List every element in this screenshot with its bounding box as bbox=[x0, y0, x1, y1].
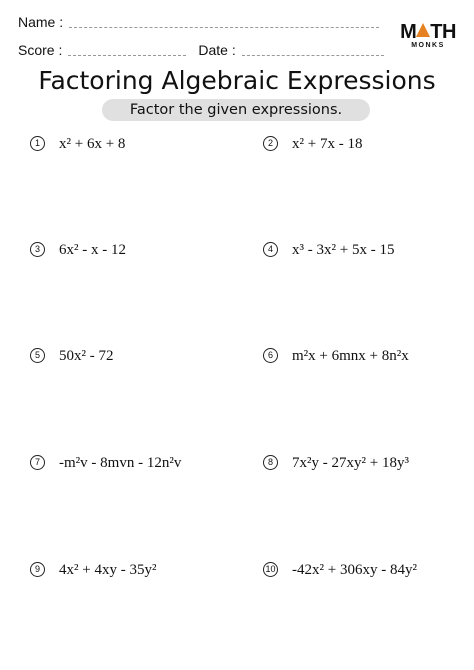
problem-10 bbox=[263, 562, 417, 579]
problem-expression: 4x² + 4xy - 35y² bbox=[59, 562, 157, 578]
problem-expression: x² + 7x - 18 bbox=[292, 136, 363, 152]
problem-number: 8 bbox=[263, 455, 278, 470]
problem-6 bbox=[263, 348, 409, 365]
name-label: Name : bbox=[18, 14, 64, 30]
problem-3 bbox=[30, 242, 126, 259]
logo-text-m: M bbox=[400, 21, 417, 43]
problem-expression: 6x² - x - 12 bbox=[59, 242, 126, 258]
date-line[interactable] bbox=[242, 44, 384, 56]
problem-number: 6 bbox=[263, 348, 278, 363]
problem-expression: 7x²y - 27xy² + 18y³ bbox=[292, 455, 409, 471]
problem-7 bbox=[30, 455, 181, 472]
instructions-banner: Factor the given expressions. bbox=[102, 99, 370, 121]
logo-text-th: TH bbox=[430, 21, 456, 43]
problem-8 bbox=[263, 455, 409, 472]
problem-number: 7 bbox=[30, 455, 45, 470]
score-label: Score : bbox=[18, 42, 63, 58]
problem-number: 2 bbox=[263, 136, 278, 151]
problem-expression: x² + 6x + 8 bbox=[59, 136, 126, 152]
problem-expression: -m²v - 8mvn - 12n²v bbox=[59, 455, 182, 471]
problem-number: 10 bbox=[263, 562, 278, 577]
problem-number: 5 bbox=[30, 348, 45, 363]
problem-5 bbox=[30, 348, 114, 365]
problem-number: 4 bbox=[263, 242, 278, 257]
problem-number: 9 bbox=[30, 562, 45, 577]
problem-expression: m²x + 6mnx + 8n²x bbox=[292, 348, 409, 364]
name-field[interactable] bbox=[18, 14, 391, 30]
page-title: Factoring Algebraic Expressions bbox=[38, 66, 436, 95]
problem-1 bbox=[30, 136, 125, 153]
problem-number: 1 bbox=[30, 136, 45, 151]
problem-expression: 50x² - 72 bbox=[59, 348, 114, 364]
name-line[interactable] bbox=[69, 16, 379, 28]
logo-subtext: MONKS bbox=[411, 42, 445, 49]
date-label: Date : bbox=[198, 42, 236, 58]
score-line[interactable] bbox=[68, 44, 186, 56]
logo-triangle-icon bbox=[416, 23, 430, 37]
problem-number: 3 bbox=[30, 242, 45, 257]
problem-expression: x³ - 3x² + 5x - 15 bbox=[292, 242, 395, 258]
problem-9 bbox=[30, 562, 156, 579]
problem-expression: -42x² + 306xy - 84y² bbox=[292, 562, 417, 578]
math-monks-logo bbox=[396, 22, 460, 49]
score-date-row bbox=[18, 42, 396, 58]
problem-2 bbox=[263, 136, 362, 153]
problem-4 bbox=[263, 242, 394, 259]
